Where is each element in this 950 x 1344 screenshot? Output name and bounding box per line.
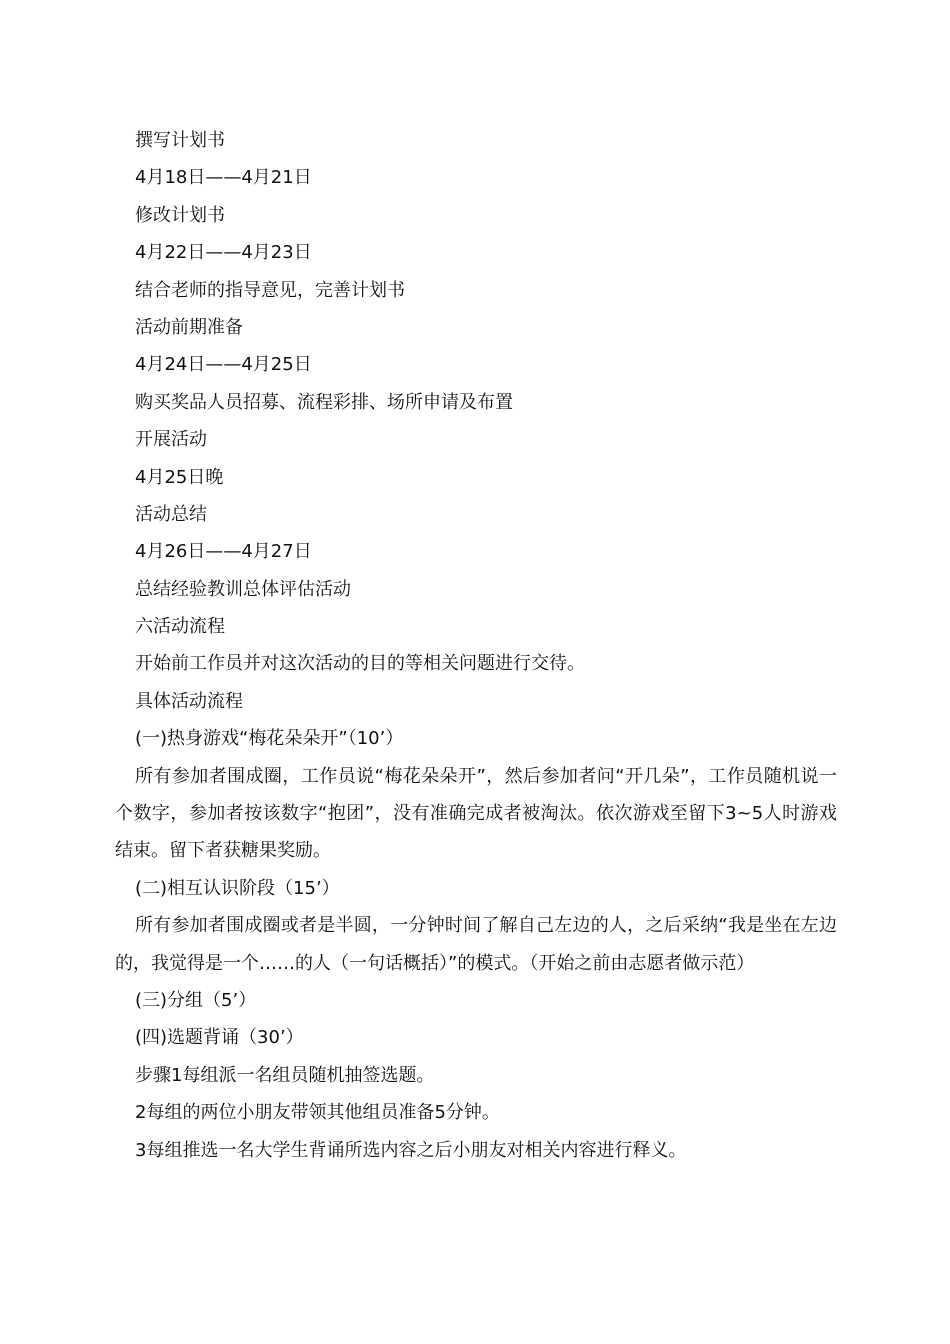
text-line: 4月26日——4月27日 <box>135 541 312 563</box>
text-line: 结合老师的指导意见，完善计划书 <box>135 279 405 301</box>
text-line: 活动总结 <box>135 503 207 525</box>
subsection-heading: (四)选题背诵（30’） <box>135 1027 304 1049</box>
document-body <box>115 122 837 1169</box>
paragraph-introduction: 所有参加者围成圈或者是半圆，一分钟时间了解自己左边的人，之后采纳“我是坐在左边的，我觉得是一个……的人（一句话概括）”的模式。（开始之前由志愿者做示范） <box>115 915 837 974</box>
text-line: 开展活动 <box>135 429 207 451</box>
subsection-heading: (三)分组（5’） <box>135 990 257 1012</box>
paragraph-warmup: 所有参加者围成圈，工作员说“梅花朵朵开”，然后参加者问“开几朵”，工作员随机说一个数字，参加者按该数字“抱团”，没有准确完成者被淘汰。依次游戏至留下3~5人时游戏结束。留下者获糖果奖励。 <box>115 765 837 862</box>
text-line: 4月24日——4月25日 <box>135 354 312 376</box>
text-line: 撰写计划书 <box>135 130 225 151</box>
step-item: 2每组的两位小朋友带领其他组员准备5分钟。 <box>135 1102 500 1124</box>
text-line: 总结经验教训总体评估活动 <box>135 578 351 600</box>
text-line: 修改计划书 <box>135 204 225 226</box>
step-item: 3每组推选一名大学生背诵所选内容之后小朋友对相关内容进行释义。 <box>135 1139 687 1161</box>
step-item: 步骤1每组派一名组员随机抽签选题。 <box>135 1064 435 1086</box>
text-line: 具体活动流程 <box>135 690 243 712</box>
section-heading: 六活动流程 <box>135 616 225 638</box>
text-line: 开始前工作员并对这次活动的目的等相关问题进行交待。 <box>135 653 585 675</box>
text-line: 4月18日——4月21日 <box>135 167 312 189</box>
text-line: 购买奖品人员招募、流程彩排、场所申请及布置 <box>135 391 513 413</box>
subsection-heading: (二)相互认识阶段（15’） <box>135 877 340 899</box>
text-line: 4月22日——4月23日 <box>135 242 312 264</box>
text-line: 活动前期准备 <box>135 316 243 338</box>
text-line: 4月25日晚 <box>135 466 224 488</box>
subsection-heading: (一)热身游戏“梅花朵朵开”（10’） <box>135 728 404 750</box>
